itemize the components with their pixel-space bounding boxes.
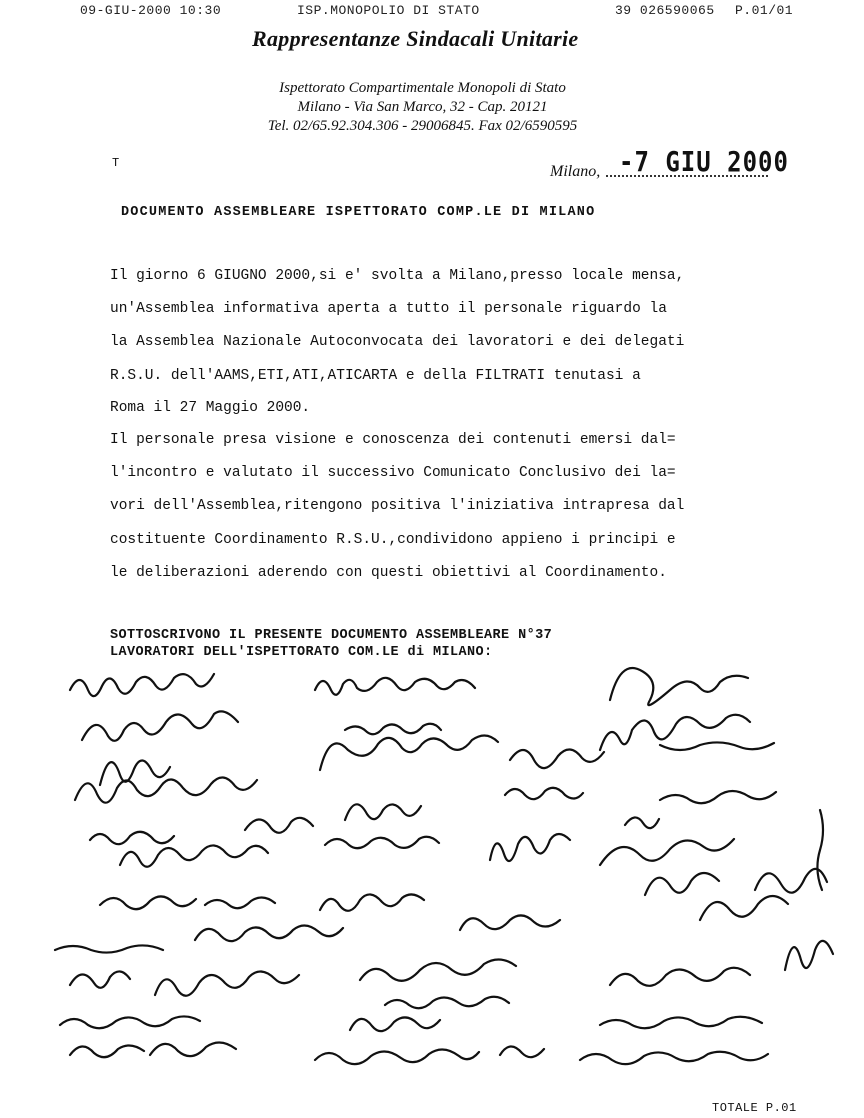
- body-line: costituente Coordinamento R.S.U.,condividono appieno i principi e: [110, 532, 676, 548]
- signature: [155, 971, 299, 995]
- date-stamp: -7 GIU 2000: [619, 145, 789, 179]
- signature: [75, 777, 257, 802]
- letterhead-phones: Tel. 02/65.92.304.306 - 29006845. Fax 02/6590595: [267, 118, 578, 134]
- signature: [345, 804, 421, 820]
- signature: [150, 1042, 236, 1056]
- signature: [660, 742, 774, 750]
- signature: [350, 1017, 440, 1031]
- signature: [600, 1017, 762, 1028]
- body-line: un'Assemblea informativa aperta a tutto il personale riguardo la: [110, 301, 667, 317]
- body-line: l'incontro e valutato il successivo Comunicato Conclusivo dei la=: [110, 465, 676, 481]
- signature: [360, 959, 516, 980]
- signature: [325, 837, 439, 848]
- signature: [610, 968, 750, 986]
- signature: [315, 678, 475, 695]
- fax-number: 39 026590065: [615, 3, 715, 18]
- signature: [205, 897, 275, 908]
- letterhead-office: Ispettorato Compartimentale Monopoli di Stato: [279, 80, 566, 96]
- signature: [55, 945, 163, 952]
- signatories-heading: LAVORATORI DELL'ISPETTORATO COM.LE di MILANO:: [110, 645, 493, 660]
- page-mark: T: [112, 156, 120, 170]
- footer-total: TOTALE P.01: [712, 1101, 797, 1115]
- signature: [70, 971, 130, 987]
- body-line: vori dell'Assemblea,ritengono positiva l'iniziativa intrapresa dal: [110, 498, 685, 514]
- signature: [385, 997, 509, 1008]
- signature: [490, 834, 570, 861]
- fax-sender: ISP.MONOPOLIO DI STATO: [297, 3, 480, 18]
- signature: [70, 1045, 144, 1057]
- signature: [70, 674, 214, 696]
- signature: [320, 735, 498, 770]
- body-line: Il personale presa visione e conoscenza dei contenuti emersi dal=: [110, 432, 676, 448]
- signature: [510, 749, 604, 768]
- signature: [460, 915, 560, 930]
- signatories-heading: SOTTOSCRIVONO IL PRESENTE DOCUMENTO ASSEMBLEARE N°37: [110, 628, 553, 643]
- signature: [600, 715, 750, 750]
- signature: [600, 839, 734, 865]
- body-line: R.S.U. dell'AAMS,ETI,ATI,ATICARTA e della FILTRATI tenutasi a: [110, 368, 641, 384]
- body-line: Roma il 27 Maggio 2000.: [110, 400, 311, 416]
- signature: [645, 873, 719, 895]
- signatures-area: [0, 640, 864, 1100]
- letterhead-address: Milano - Via San Marco, 32 - Cap. 20121: [297, 99, 548, 115]
- signature: [817, 810, 823, 890]
- signature: [60, 1016, 200, 1028]
- signature: [505, 788, 583, 799]
- signature: [700, 896, 788, 920]
- signature: [90, 832, 174, 844]
- signature: [320, 894, 424, 910]
- signature: [785, 941, 833, 970]
- signature: [195, 925, 343, 941]
- body-line: le deliberazioni aderendo con questi obiettivi al Coordinamento.: [110, 565, 667, 581]
- signature: [82, 711, 238, 740]
- signature: [580, 1052, 768, 1064]
- fax-page: P.01/01: [735, 3, 794, 18]
- signature: [120, 845, 268, 866]
- document-title: DOCUMENTO ASSEMBLEARE ISPETTORATO COMP.LE DI MILANO: [121, 205, 596, 220]
- body-line: Il giorno 6 GIUGNO 2000,si e' svolta a Milano,presso locale mensa,: [110, 268, 685, 284]
- dateline-place: Milano,: [550, 163, 601, 180]
- body-line: la Assemblea Nazionale Autoconvocata dei lavoratori e dei delegati: [110, 334, 685, 350]
- signature: [625, 817, 659, 828]
- signature: [755, 869, 827, 893]
- signature: [610, 668, 748, 705]
- signature: [100, 896, 196, 909]
- signature: [245, 818, 313, 833]
- fax-datetime: 09-GIU-2000 10:30: [80, 3, 222, 18]
- signature: [100, 760, 170, 785]
- signature: [660, 791, 776, 803]
- signature: [345, 724, 441, 735]
- signature: [500, 1046, 544, 1057]
- signature: [315, 1049, 479, 1064]
- letterhead-organization: Rappresentanze Sindacali Unitarie: [252, 26, 579, 51]
